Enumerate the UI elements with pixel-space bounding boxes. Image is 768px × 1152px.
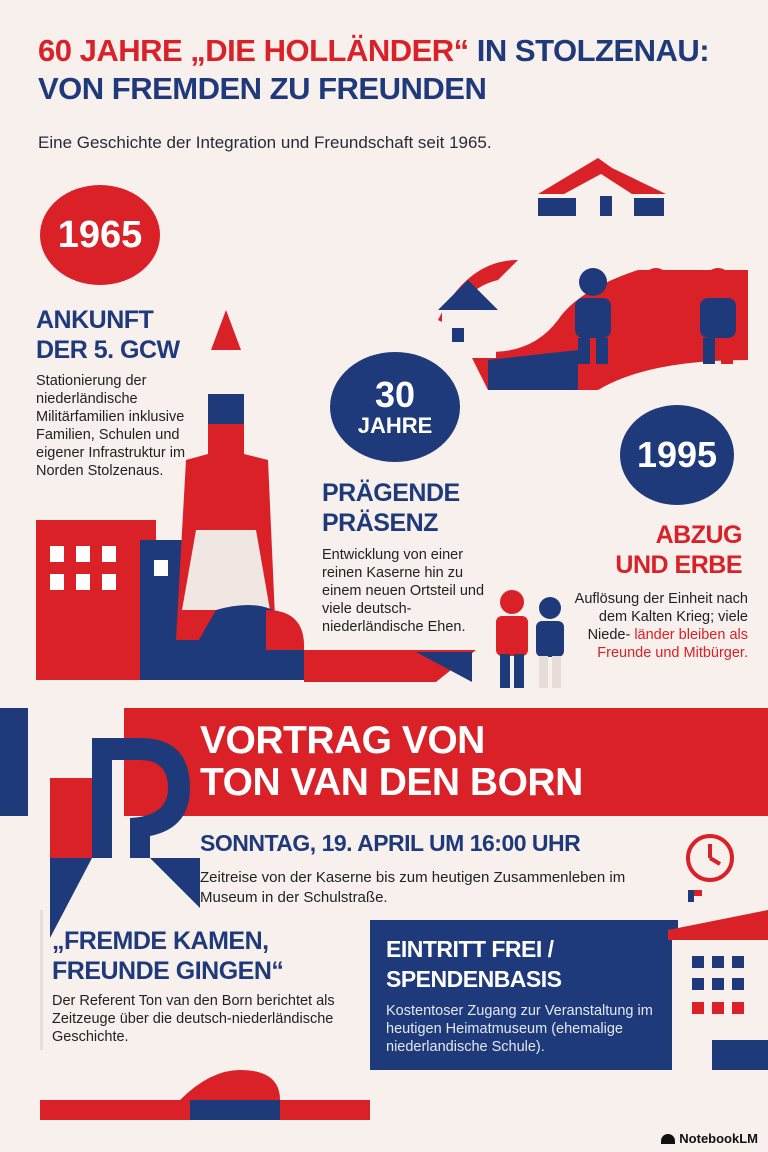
title-line2: VON FREMDEN ZU FREUNDEN	[38, 71, 487, 106]
year-1965-badge	[40, 185, 160, 285]
event-date: SONNTAG, 19. APRIL UM 16:00 UHR	[200, 830, 581, 856]
decorative-arch-shape	[50, 708, 200, 938]
admission-body: Kostentoser Zugang zur Veranstaltung im heutigen Heimatmuseum (ehemalige niederlandische Schule).	[386, 1003, 653, 1055]
heading-praegende: PRÄGENDE PRÄSENZ	[322, 479, 460, 537]
text-abzug-highlight: länder bleiben als Freunde und Mitbürger.	[597, 627, 748, 661]
title-part-navy: IN STOLZENAU:	[468, 33, 710, 68]
heading-abzug: ABZUG UND ERBE	[615, 521, 742, 579]
event-description: Zeitreise von der Kaserne bis zum heutigen Zusammenleben im Museum in der Schulstraße.	[200, 869, 626, 906]
year-1995-badge	[620, 405, 734, 505]
thirty-years-unit: JAHRE	[357, 413, 433, 438]
event-title-line1: VORTRAG VON	[200, 719, 485, 762]
quote-body: Der Referent Ton van den Born berichtet als Zeitzeuge über die deutsch-niederländische Geschichte.	[52, 993, 335, 1045]
text-abzug	[570, 590, 748, 662]
two-people-icon	[492, 588, 570, 690]
footer-brand-label: NotebookLM	[679, 1131, 758, 1146]
thirty-years-badge	[330, 352, 460, 462]
book-ribbon-shape	[40, 1060, 370, 1120]
banner-left-stripe	[0, 708, 28, 816]
year-1995-label: 1995	[636, 434, 718, 475]
page-title	[38, 32, 738, 108]
year-1965-label: 1965	[57, 213, 143, 256]
event-title	[200, 720, 583, 804]
text-abzug-main: Auflösung der Einheit nach dem Kalten Krieg; viele Niede-	[574, 591, 748, 643]
notebooklm-logo-icon	[661, 1134, 675, 1144]
house-roof-icon	[538, 158, 666, 218]
event-title-line2: TON VAN DEN BORN	[200, 761, 583, 804]
text-ankunft: Stationierung der niederländische Militärfamilien inklusive Familien, Schulen und eigener Infrastruktur im Norden Stolzenaus.	[36, 373, 186, 479]
clock-icon	[684, 832, 736, 884]
school-building-icon	[668, 890, 768, 1070]
title-part-red: 60 JAHRE „DIE HOLLÄNDER“	[38, 33, 469, 68]
text-praegende: Entwicklung von einer reinen Kaserne hin zu einem neuen Ortsteil und viele deutsch-niederländische Ehen.	[322, 547, 485, 635]
admission-heading: EINTRITT FREI / SPENDENBASIS	[386, 936, 562, 992]
heading-ankunft: ANKUNFT DER 5. GCW	[36, 306, 180, 364]
footer-brand	[661, 1131, 758, 1146]
page-subtitle: Eine Geschichte der Integration und Freundschaft seit 1965.	[38, 133, 492, 152]
community-houses-people-illustration	[428, 250, 748, 400]
thirty-years-number: 30	[374, 374, 416, 415]
quote-title: „FREMDE KAMEN, FREUNDE GINGEN“	[52, 927, 284, 985]
